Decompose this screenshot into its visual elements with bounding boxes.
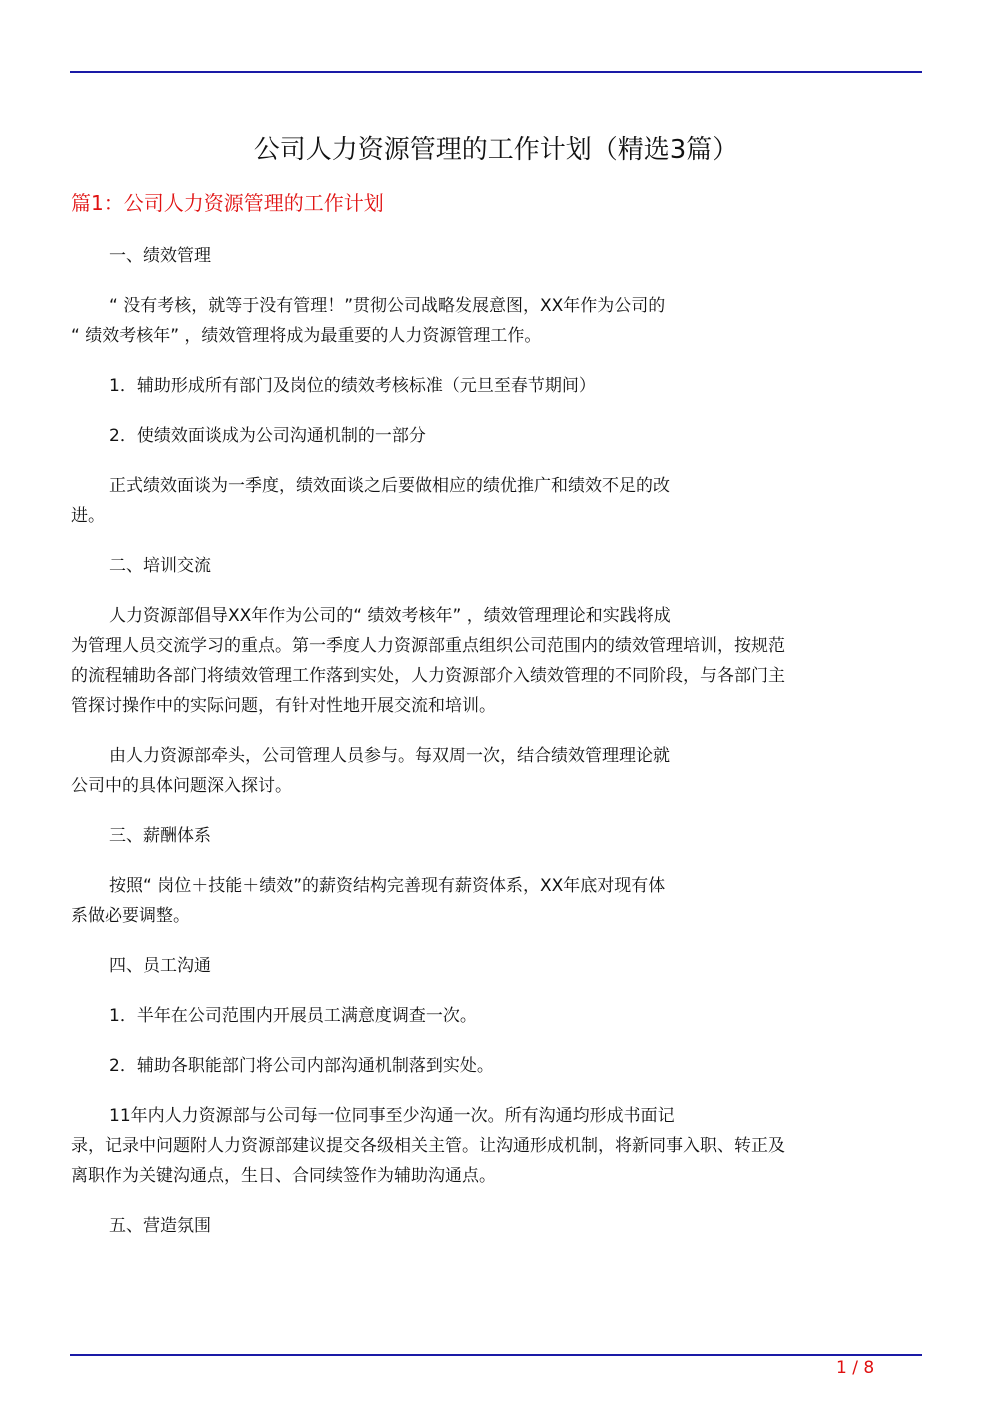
text-line: 人力资源部倡导XX年作为公司的“ 绩效考核年” ，绩效管理理论和实践将成 — [109, 606, 671, 626]
header-rule — [70, 71, 922, 73]
section-heading: 篇1：公司人力资源管理的工作计划 — [71, 191, 384, 215]
text-line: 公司中的具体问题深入探讨。 — [71, 776, 292, 796]
document-title: 公司人力资源管理的工作计划（精选3篇） — [253, 135, 739, 165]
text-line: 正式绩效面谈为一季度，绩效面谈之后要做相应的绩优推广和绩效不足的改 — [109, 476, 670, 496]
paragraph — [71, 241, 921, 271]
paragraph — [71, 601, 921, 721]
text-line: 由人力资源部牵头，公司管理人员参与。每双周一次，结合绩效管理理论就 — [109, 746, 670, 766]
text-line: 的流程辅助各部门将绩效管理工作落到实处，人力资源部介入绩效管理的不同阶段，与各部门主 — [71, 666, 785, 686]
paragraph — [71, 291, 921, 351]
paragraph — [71, 821, 921, 851]
paragraph — [71, 371, 921, 401]
text-line: 1．辅助形成所有部门及岗位的绩效考核标准（元旦至春节期间） — [109, 376, 596, 396]
document-body — [71, 241, 921, 1261]
paragraph — [71, 1211, 921, 1241]
text-line: 为管理人员交流学习的重点。第一季度人力资源部重点组织公司范围内的绩效管理培训，按规范 — [71, 636, 785, 656]
text-line: 进。 — [71, 506, 105, 526]
text-line: 管探讨操作中的实际问题，有针对性地开展交流和培训。 — [71, 696, 496, 716]
paragraph — [71, 741, 921, 801]
paragraph — [71, 1101, 921, 1191]
paragraph — [71, 1001, 921, 1031]
text-line: 系做必要调整。 — [71, 906, 190, 926]
text-line: 离职作为关键沟通点，生日、合同续签作为辅助沟通点。 — [71, 1166, 496, 1186]
paragraph — [71, 871, 921, 931]
paragraph — [71, 551, 921, 581]
paragraph — [71, 471, 921, 531]
text-line: 录，记录中问题附人力资源部建议提交各级相关主管。让沟通形成机制，将新同事入职、转正及 — [71, 1136, 785, 1156]
text-line: 一、绩效管理 — [109, 246, 211, 266]
text-line: 2．辅助各职能部门将公司内部沟通机制落到实处。 — [109, 1056, 494, 1076]
footer-rule — [70, 1354, 922, 1356]
text-line: “ 绩效考核年” ，绩效管理将成为最重要的人力资源管理工作。 — [71, 326, 542, 346]
text-line: “ 没有考核，就等于没有管理！”贯彻公司战略发展意图，XX年作为公司的 — [109, 296, 666, 316]
text-line: 11年内人力资源部与公司每一位同事至少沟通一次。所有沟通均形成书面记 — [109, 1106, 675, 1126]
text-line: 1．半年在公司范围内开展员工满意度调查一次。 — [109, 1006, 477, 1026]
text-line: 四、员工沟通 — [109, 956, 211, 976]
text-line: 2．使绩效面谈成为公司沟通机制的一部分 — [109, 426, 426, 446]
paragraph — [71, 421, 921, 451]
text-line: 三、薪酬体系 — [109, 826, 211, 846]
text-line: 按照“ 岗位＋技能＋绩效”的薪资结构完善现有薪资体系，XX年底对现有体 — [109, 876, 666, 896]
page-number: 1 / 8 — [836, 1358, 875, 1378]
paragraph — [71, 1051, 921, 1081]
text-line: 二、培训交流 — [109, 556, 211, 576]
text-line: 五、营造氛围 — [109, 1216, 211, 1236]
paragraph — [71, 951, 921, 981]
